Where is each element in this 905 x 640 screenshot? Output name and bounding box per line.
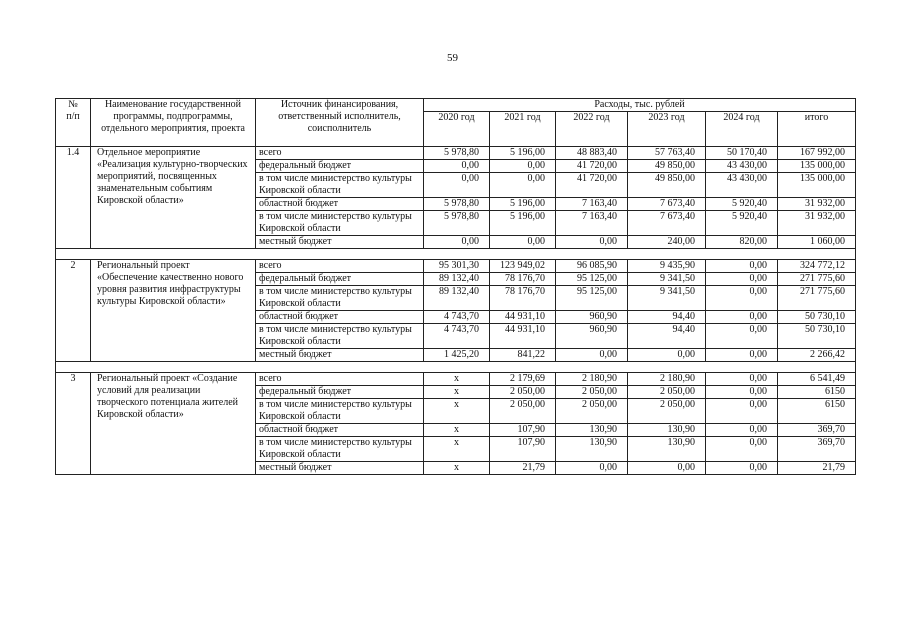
amount-cell: 107,90 (490, 437, 556, 462)
amount-cell: 130,90 (556, 424, 628, 437)
amount-cell: 0,00 (628, 349, 706, 362)
amount-cell: 0,00 (706, 286, 778, 311)
amount-cell: 820,00 (706, 236, 778, 249)
funding-source: областной бюджет (256, 311, 424, 324)
col-header-num: № п/п (56, 99, 91, 147)
amount-cell: 135 000,00 (778, 173, 856, 198)
funding-source: областной бюджет (256, 424, 424, 437)
amount-cell: 2 179,69 (490, 373, 556, 386)
amount-cell: 369,70 (778, 424, 856, 437)
amount-cell: х (424, 424, 490, 437)
amount-cell: 49 850,00 (628, 160, 706, 173)
amount-cell: 9 341,50 (628, 286, 706, 311)
amount-cell: 2 180,90 (628, 373, 706, 386)
col-header-year: 2023 год (628, 112, 706, 147)
amount-cell: 6 541,49 (778, 373, 856, 386)
amount-cell: х (424, 386, 490, 399)
row-number: 3 (56, 373, 91, 475)
funding-source: федеральный бюджет (256, 160, 424, 173)
amount-cell: 5 196,00 (490, 211, 556, 236)
amount-cell: 369,70 (778, 437, 856, 462)
amount-cell: х (424, 373, 490, 386)
amount-cell: 0,00 (706, 324, 778, 349)
amount-cell: 78 176,70 (490, 286, 556, 311)
amount-cell: 43 430,00 (706, 160, 778, 173)
col-header-expenses: Расходы, тыс. рублей (424, 99, 856, 112)
funding-source: в том числе министерство культуры Кировской области (256, 324, 424, 349)
amount-cell: 1 425,20 (424, 349, 490, 362)
amount-cell: 130,90 (628, 437, 706, 462)
amount-cell: 0,00 (424, 236, 490, 249)
funding-source: местный бюджет (256, 462, 424, 475)
amount-cell: 44 931,10 (490, 324, 556, 349)
amount-cell: х (424, 462, 490, 475)
amount-cell: х (424, 437, 490, 462)
amount-cell: 130,90 (556, 437, 628, 462)
amount-cell: 841,22 (490, 349, 556, 362)
amount-cell: 95 125,00 (556, 273, 628, 286)
amount-cell: 21,79 (778, 462, 856, 475)
amount-cell: 960,90 (556, 311, 628, 324)
amount-cell: 0,00 (706, 273, 778, 286)
amount-cell: 43 430,00 (706, 173, 778, 198)
block-separator (56, 362, 856, 373)
amount-cell: 21,79 (490, 462, 556, 475)
amount-cell: 130,90 (628, 424, 706, 437)
funding-source: всего (256, 260, 424, 273)
row-number: 2 (56, 260, 91, 362)
amount-cell: 324 772,12 (778, 260, 856, 273)
amount-cell: 135 000,00 (778, 160, 856, 173)
amount-cell: 78 176,70 (490, 273, 556, 286)
amount-cell: 2 050,00 (490, 386, 556, 399)
amount-cell: 94,40 (628, 311, 706, 324)
col-header-year: итого (778, 112, 856, 147)
amount-cell: 2 050,00 (556, 386, 628, 399)
amount-cell: 107,90 (490, 424, 556, 437)
amount-cell: 0,00 (706, 399, 778, 424)
amount-cell: 7 163,40 (556, 211, 628, 236)
amount-cell: 2 266,42 (778, 349, 856, 362)
col-header-name: Наименование государственной программы, подпрограммы, отдельного мероприятия, проекта (91, 99, 256, 147)
row-number: 1.4 (56, 147, 91, 249)
amount-cell: 7 163,40 (556, 198, 628, 211)
page-number: 59 (447, 52, 458, 64)
amount-cell: 0,00 (490, 173, 556, 198)
funding-source: всего (256, 373, 424, 386)
amount-cell: 7 673,40 (628, 198, 706, 211)
funding-source: федеральный бюджет (256, 386, 424, 399)
col-header-year: 2022 год (556, 112, 628, 147)
amount-cell: 0,00 (706, 424, 778, 437)
amount-cell: 271 775,60 (778, 286, 856, 311)
amount-cell: 41 720,00 (556, 173, 628, 198)
amount-cell: 6150 (778, 386, 856, 399)
amount-cell: х (424, 399, 490, 424)
funding-source: местный бюджет (256, 236, 424, 249)
block-separator (56, 249, 856, 260)
amount-cell: 2 180,90 (556, 373, 628, 386)
amount-cell: 2 050,00 (628, 386, 706, 399)
amount-cell: 960,90 (556, 324, 628, 349)
item-name: Региональный проект «Создание условий для реализации творческого потенциала жителей Кировской области» (91, 373, 256, 475)
funding-source: всего (256, 147, 424, 160)
amount-cell: 95 301,30 (424, 260, 490, 273)
amount-cell: 0,00 (424, 173, 490, 198)
amount-cell: 31 932,00 (778, 211, 856, 236)
amount-cell: 5 978,80 (424, 211, 490, 236)
amount-cell: 0,00 (706, 373, 778, 386)
amount-cell: 0,00 (556, 236, 628, 249)
amount-cell: 7 673,40 (628, 211, 706, 236)
amount-cell: 167 992,00 (778, 147, 856, 160)
amount-cell: 0,00 (490, 160, 556, 173)
table-row (56, 260, 856, 273)
table-row (56, 373, 856, 386)
amount-cell: 48 883,40 (556, 147, 628, 160)
amount-cell: 9 341,50 (628, 273, 706, 286)
funding-source: в том числе министерство культуры Кировской области (256, 437, 424, 462)
amount-cell: 2 050,00 (628, 399, 706, 424)
amount-cell: 0,00 (706, 349, 778, 362)
amount-cell: 89 132,40 (424, 286, 490, 311)
amount-cell: 50 170,40 (706, 147, 778, 160)
funding-source: в том числе министерство культуры Кировской области (256, 399, 424, 424)
item-name: Региональный проект «Обеспечение качественно нового уровня развития инфраструктуры культуры Кировской области» (91, 260, 256, 362)
amount-cell: 2 050,00 (556, 399, 628, 424)
table-row (56, 147, 856, 160)
amount-cell: 49 850,00 (628, 173, 706, 198)
amount-cell: 5 196,00 (490, 198, 556, 211)
funding-source: местный бюджет (256, 349, 424, 362)
amount-cell: 57 763,40 (628, 147, 706, 160)
amount-cell: 0,00 (706, 260, 778, 273)
amount-cell: 1 060,00 (778, 236, 856, 249)
amount-cell: 50 730,10 (778, 324, 856, 349)
amount-cell: 0,00 (628, 462, 706, 475)
amount-cell: 5 196,00 (490, 147, 556, 160)
funding-source: областной бюджет (256, 198, 424, 211)
separator-cell (56, 362, 856, 373)
amount-cell: 4 743,70 (424, 311, 490, 324)
amount-cell: 50 730,10 (778, 311, 856, 324)
amount-cell: 96 085,90 (556, 260, 628, 273)
amount-cell: 0,00 (490, 236, 556, 249)
amount-cell: 94,40 (628, 324, 706, 349)
amount-cell: 95 125,00 (556, 286, 628, 311)
funding-source: федеральный бюджет (256, 273, 424, 286)
separator-cell (56, 249, 856, 260)
amount-cell: 2 050,00 (490, 399, 556, 424)
amount-cell: 4 743,70 (424, 324, 490, 349)
amount-cell: 271 775,60 (778, 273, 856, 286)
amount-cell: 0,00 (706, 311, 778, 324)
col-header-year: 2021 год (490, 112, 556, 147)
amount-cell: 9 435,90 (628, 260, 706, 273)
expenses-table (55, 98, 856, 475)
amount-cell: 5 920,40 (706, 211, 778, 236)
amount-cell: 5 978,80 (424, 147, 490, 160)
amount-cell: 0,00 (556, 349, 628, 362)
amount-cell: 0,00 (706, 462, 778, 475)
amount-cell: 123 949,02 (490, 260, 556, 273)
amount-cell: 5 920,40 (706, 198, 778, 211)
amount-cell: 0,00 (424, 160, 490, 173)
item-name: Отдельное мероприятие «Реализация культурно-творческих мероприятий, посвященных знаменательным событиям Кировской области» (91, 147, 256, 249)
funding-source: в том числе министерство культуры Кировской области (256, 211, 424, 236)
funding-source: в том числе министерство культуры Кировской области (256, 173, 424, 198)
amount-cell: 6150 (778, 399, 856, 424)
amount-cell: 0,00 (556, 462, 628, 475)
amount-cell: 44 931,10 (490, 311, 556, 324)
amount-cell: 89 132,40 (424, 273, 490, 286)
amount-cell: 41 720,00 (556, 160, 628, 173)
funding-source: в том числе министерство культуры Кировской области (256, 286, 424, 311)
amount-cell: 5 978,80 (424, 198, 490, 211)
amount-cell: 0,00 (706, 386, 778, 399)
col-header-source: Источник финансирования, ответственный исполнитель, соисполнитель (256, 99, 424, 147)
amount-cell: 0,00 (706, 437, 778, 462)
amount-cell: 31 932,00 (778, 198, 856, 211)
col-header-year: 2024 год (706, 112, 778, 147)
amount-cell: 240,00 (628, 236, 706, 249)
col-header-year: 2020 год (424, 112, 490, 147)
